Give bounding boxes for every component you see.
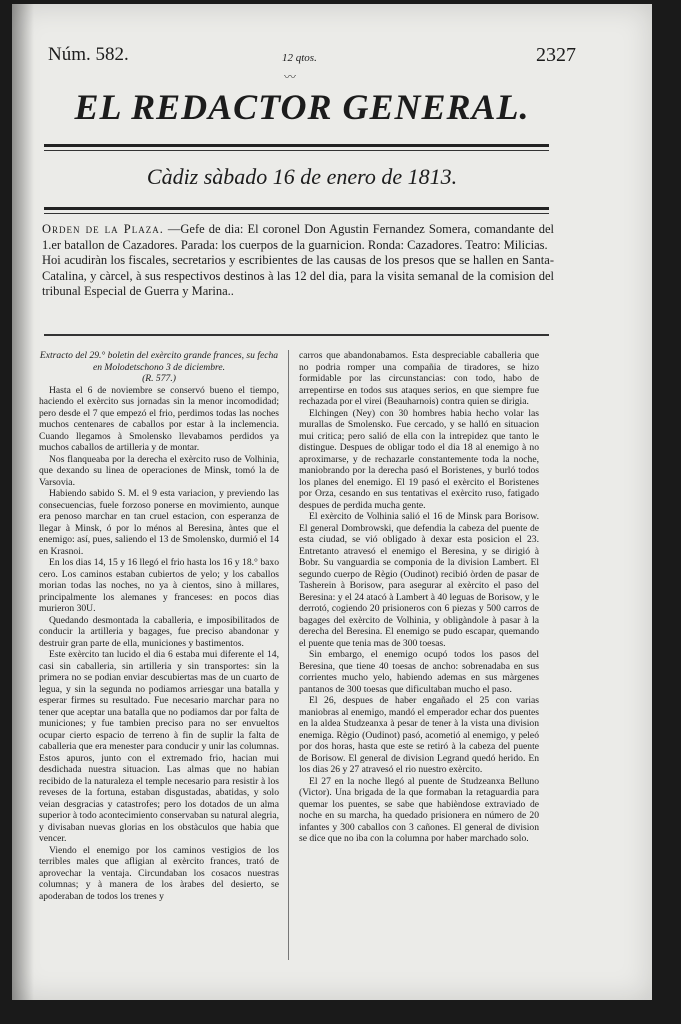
orden-heading: Orden de la Plaza.: [42, 222, 164, 236]
orden-de-la-plaza: [42, 222, 554, 300]
paragraph: Habiendo sabido S. M. el 9 esta variacion, y previendo las consecuencias, fuele forzoso ponerse en movimiento, aunque era penoso marchar en tan cruel estacion, con esperanza de llegar à Minsk, ó por lo ménos al Beresina, àntes que el enemigo: así, pues, saliendo el 13 de Smolensko, durmió el 14 en Krasnoi.: [39, 488, 279, 557]
paragraph: Elchingen (Ney) con 30 hombres habia hecho volar las murallas de Smolensko. Fue cercado, y se halló en situacion mui critica; pero salió de ella con la intrepidez que tanto le distingue. Despues de obligar todo el dia 18 al enemigo à no aproximarse, y de rechazarle constantemente toda la noche, maniobrando por la derecha pasó el Boristenes, y burló todos los planes del enemigo. El 19 pasó el exèrcito el Boristenes por Orza, cesando en sus tentativas el exèrcito ruso, fatigado despues de perdida mucha gente.: [299, 407, 539, 511]
paragraph: En los dias 14, 15 y 16 llegó el frio hasta los 16 y 18.° baxo cero. Los caminos estaban cubiertos de yelo; y los caballos morian todas las noches, no ya à cientos, sino à millares, principalmente los alemanes y franceses: en pocos dias murieron 30U.: [39, 557, 279, 614]
paragraph: Quedando desmontada la caballeria, e imposibilitados de conducir la artilleria y bagages, fue preciso abandonar y destruir gran parte de ella, municiones y bastimentos.: [39, 614, 279, 649]
page-number: 2327: [536, 44, 576, 66]
left-column: [39, 350, 279, 902]
orden-notice: Hoi acudiràn los fiscales, secretarios y escribientes de las causas de los presos que se hallen en Santa-Catalina, y càrcel, à sus respectivos destinos à las 12 del dia, para la visita semanal de la comision del tribunal Especial de Guerra y Marina..: [42, 253, 554, 298]
paragraph: El exèrcito de Volhinia salió el 16 de Minsk para Borisow. El general Dombrowski, que defendia la cabeza del puente de esta ciudad, se vió obligado à dexar esta posicion el 23. Entretanto atravesó el enemigo el Beresina, y se dirigió à Bobr. Su vanguardia se componia de la division Lambert. El segundo cuerpo de Règio (Oudinot) recibió òrden de pasar de Tasherein à Borisow, para asegurar al exèrcito el paso del Beresina: y el 24 atacó à Lambert à 40 leguas de Borisow, y le derrotó, cogiendo 20 prisioneros con 6 piezas y 500 carros de bagages del exèrcito de Volhinia, y obligàndole à pasar à la derecha del Beresina. El enemigo se pudo escapar, quemando el puente que tenia mas de 300 toesas.: [299, 511, 539, 649]
paragraph: Hasta el 6 de noviembre se conservó bueno el tiempo, haciendo el exèrcito sus jornadas sin la menor incomodidad; pero desde el 7 que empezó el frio, perdimos todas las noches muchos centenares de caballos por estar à la inclemencia. Cuando llegamos à Smolensko llevabamos perdidos ya muchos caballos de artilleria y de montar.: [39, 384, 279, 453]
rule-section: [44, 334, 549, 336]
orden-body: —Gefe de dia: El coronel Don Agustin Fernandez Somera, comandante del 1.er batallon de Cazadores. Parada: los cuerpos de la guarnicion. Ronda: Cazadores. Teatro: Milicias.: [42, 222, 555, 252]
rule-top-thin: [44, 150, 549, 151]
paragraph: Viendo el enemigo por los caminos vestigios de los terribles males que afligian al exèrcito frances, trató de aprovechar la ventaja. Circundaban los cosacos nuestras columnas; y à manera de los àrabes del desierto, se apoderaban de todos los trenes y: [39, 844, 279, 902]
rule-mid-thin: [44, 213, 549, 214]
paragraph: Nos flanqueaba por la derecha el exèrcito ruso de Volhinia, que dexando su linea de operaciones de Minsk, tomó la de Varsovia.: [39, 453, 279, 488]
paragraph: carros que abandonabamos. Esta despreciable caballeria que no podria romper una compañia de tiradores, se hizo formidable por las circunstancias: con todo, habo de arrepentirse en todos sus ataques serios, en que siempre fue rechazada por el virei (Beauharnois) contra quien se dirigia.: [299, 350, 539, 407]
paragraph: El 26, despues de haber engañado el 25 con varias maniobras al enemigo, mandó el emperador echar dos puentes en la aldea Studzeanxa à pesar de tener à la vista una division enemiga. Règio (Oudinot) pasó, acometió al enemigo, y peleó por dos horas, hasta que este se retiró à la cabeza del puente de Borisow. El general de division Legrand quedó herido. En los dias 26 y 27 atravesó el rio nuestro exèrcito.: [299, 695, 539, 775]
paragraph: Sin embargo, el enemigo ocupó todos los pasos del Beresina, que tiene 40 toesas de ancho: sobrenadaba en sus corrientes mucho yelo, habiendo ademas en sus màrgenes pantanos de 300 toesas que dificultaban mucho el paso.: [299, 649, 539, 695]
masthead-title: EL REDACTOR GENERAL.: [74, 87, 530, 127]
paragraph: Este exèrcito tan lucido el dia 6 estaba mui diferente el 14, casi sin caballeria, sin artilleria y sin transportes: sin la primera no se podian enviar descubiertas mas de un cuarto de legua, y sin la segunda no podiamos arriesgar una batalla y esperar firmes su resultado. Fue necesario marchar para no tener que aceptar una batalla que no podiamos dar por falta de municiones; y fue tambien preciso para no ser envueltos ocupar cierto espacio de terreno à fin de suplir la falta de caballeria que era menester para conducir y unir las columnas. Estos apuros, junto con el extremado frio, hacian mui desdichada nuestra situacion. Las almas que no habian recibido de la naturaleza el temple necesario para resistir à los reveses de la fortuna, estaban disgustadas, abatidas, y solo veian desgracias y catastrofes; pero los dotados de un alma superior à todo acontecimiento conservaban su natural alegria, y divisaban nuevas glorias en los obstàculos que habia que vencer.: [39, 649, 279, 844]
dateline: Càdiz sàbado 16 de enero de 1813.: [146, 164, 458, 189]
page-binding-shadow: [12, 4, 34, 1000]
issue-number: Núm. 582.: [48, 44, 129, 65]
issue-price: 12 qtos.: [282, 52, 317, 64]
right-column: [299, 350, 539, 845]
column-divider: [288, 350, 289, 960]
extract-ref: (R. 577.): [142, 373, 176, 384]
newspaper-page: [12, 4, 652, 1000]
rule-top: [44, 144, 549, 147]
rule-mid: [44, 207, 549, 210]
extract-title: Extracto del 29.° boletin del exèrcito grande frances, su fecha en Molodetschono 3 de diciembre.: [39, 350, 279, 373]
flourish-icon: 〰: [284, 70, 297, 84]
paragraph: El 27 en la noche llegó al puente de Studzeanxa Belluno (Victor). Una brigada de la que formaban la retaguardia para quemar los puentes, se sabe que habièndose extraviado de noche en su marcha, ha quedado prisionera en número de 20 infantes y 300 caballos con 3 cañones. El general de division se dice que no iba con la columna por haber marchado solo.: [299, 775, 539, 844]
